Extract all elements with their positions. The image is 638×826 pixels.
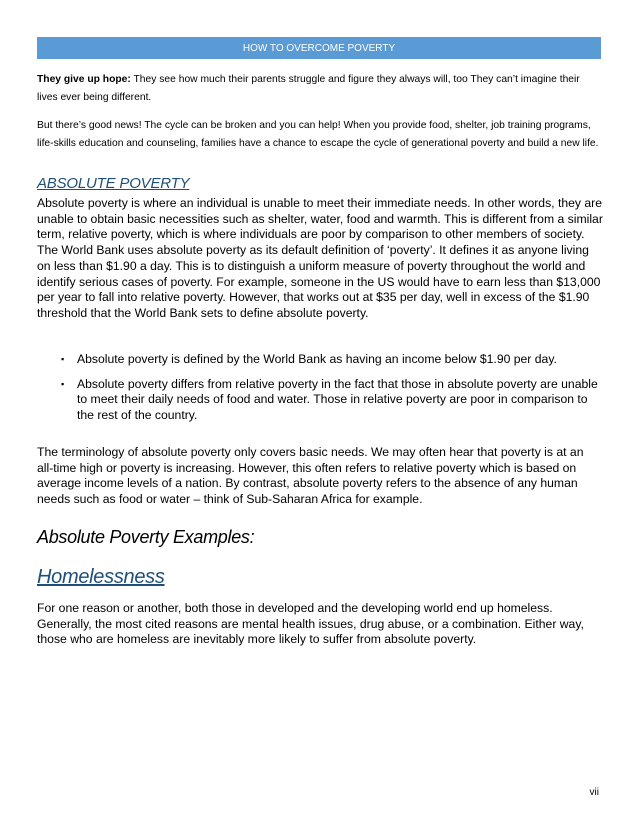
hope-text: They see how much their parents struggle and figure they always will, too They can’t imagine their lives ever being different. [37,74,580,103]
square-bullet-icon: ▪ [61,378,65,389]
page-number: vii [589,787,599,798]
terminology-paragraph: The terminology of absolute poverty only covers basic needs. We may often hear that poverty is at an all-time high or poverty is increasing. However, this often refers to relative poverty which is based on average income levels of a nation. By contrast, absolute poverty refers to the absence of any human needs such as food or water – think of Sub-Saharan Africa for example. [37,445,584,507]
absolute-poverty-list [37,352,603,424]
hope-paragraph [37,71,603,107]
absolute-poverty-body [37,196,603,322]
list-item [37,352,603,368]
absolute-poverty-para-2: The World Bank uses absolute poverty as its default definition of ‘poverty’. It defines it as anyone living on less than $1.90 a day. This is to distinguish a uniform measure of poverty throughout the world and identify serious cases of poverty. For example, someone in the US would have to earn less than $13,000 per year to fall into relative poverty. However, that works out at $35 per day, well in excess of the $1.90 threshold that the World Bank sets to define absolute poverty. [37,243,601,320]
square-bullet-icon: ▪ [61,354,65,364]
hope-label: They give up hope: [37,74,131,85]
examples-heading: Absolute Poverty Examples: [37,527,255,547]
list-item [37,377,603,424]
absolute-poverty-para-1: Absolute poverty is where an individual is unable to meet their immediate needs. In other words, they are unable to obtain basic necessities such as shelter, water, food and warmth. This is different from a similar term, relative poverty, which is where individuals are poor by comparison to other members of society. [37,196,603,242]
list-item-text: Absolute poverty differs from relative poverty in the fact that those in absolute poverty are unable to meet their daily needs of food and water. Those in relative poverty are poor in comparison to the rest of the country. [77,376,598,423]
header-title: HOW TO OVERCOME POVERTY [242,42,396,54]
homelessness-heading: Homelessness [37,566,165,588]
list-item-text: Absolute poverty is defined by the World Bank as having an income below $1.90 per day. [77,352,557,366]
absolute-poverty-heading: ABSOLUTE POVERTY [37,175,190,192]
header-bar [37,37,601,59]
homelessness-paragraph: For one reason or another, both those in developed and the developing world end up homeless. Generally, the most cited reasons are mental health issues, drug abuse, or a combination. Either way, those who are homeless are inevitably more likely to suffer from absolute poverty. [37,601,584,647]
good-news-paragraph: But there’s good news! The cycle can be broken and you can help! When you provide food, shelter, job training programs, life-skills education and counseling, families have a chance to escape the cycle of generational poverty and build a new life. [37,120,599,149]
